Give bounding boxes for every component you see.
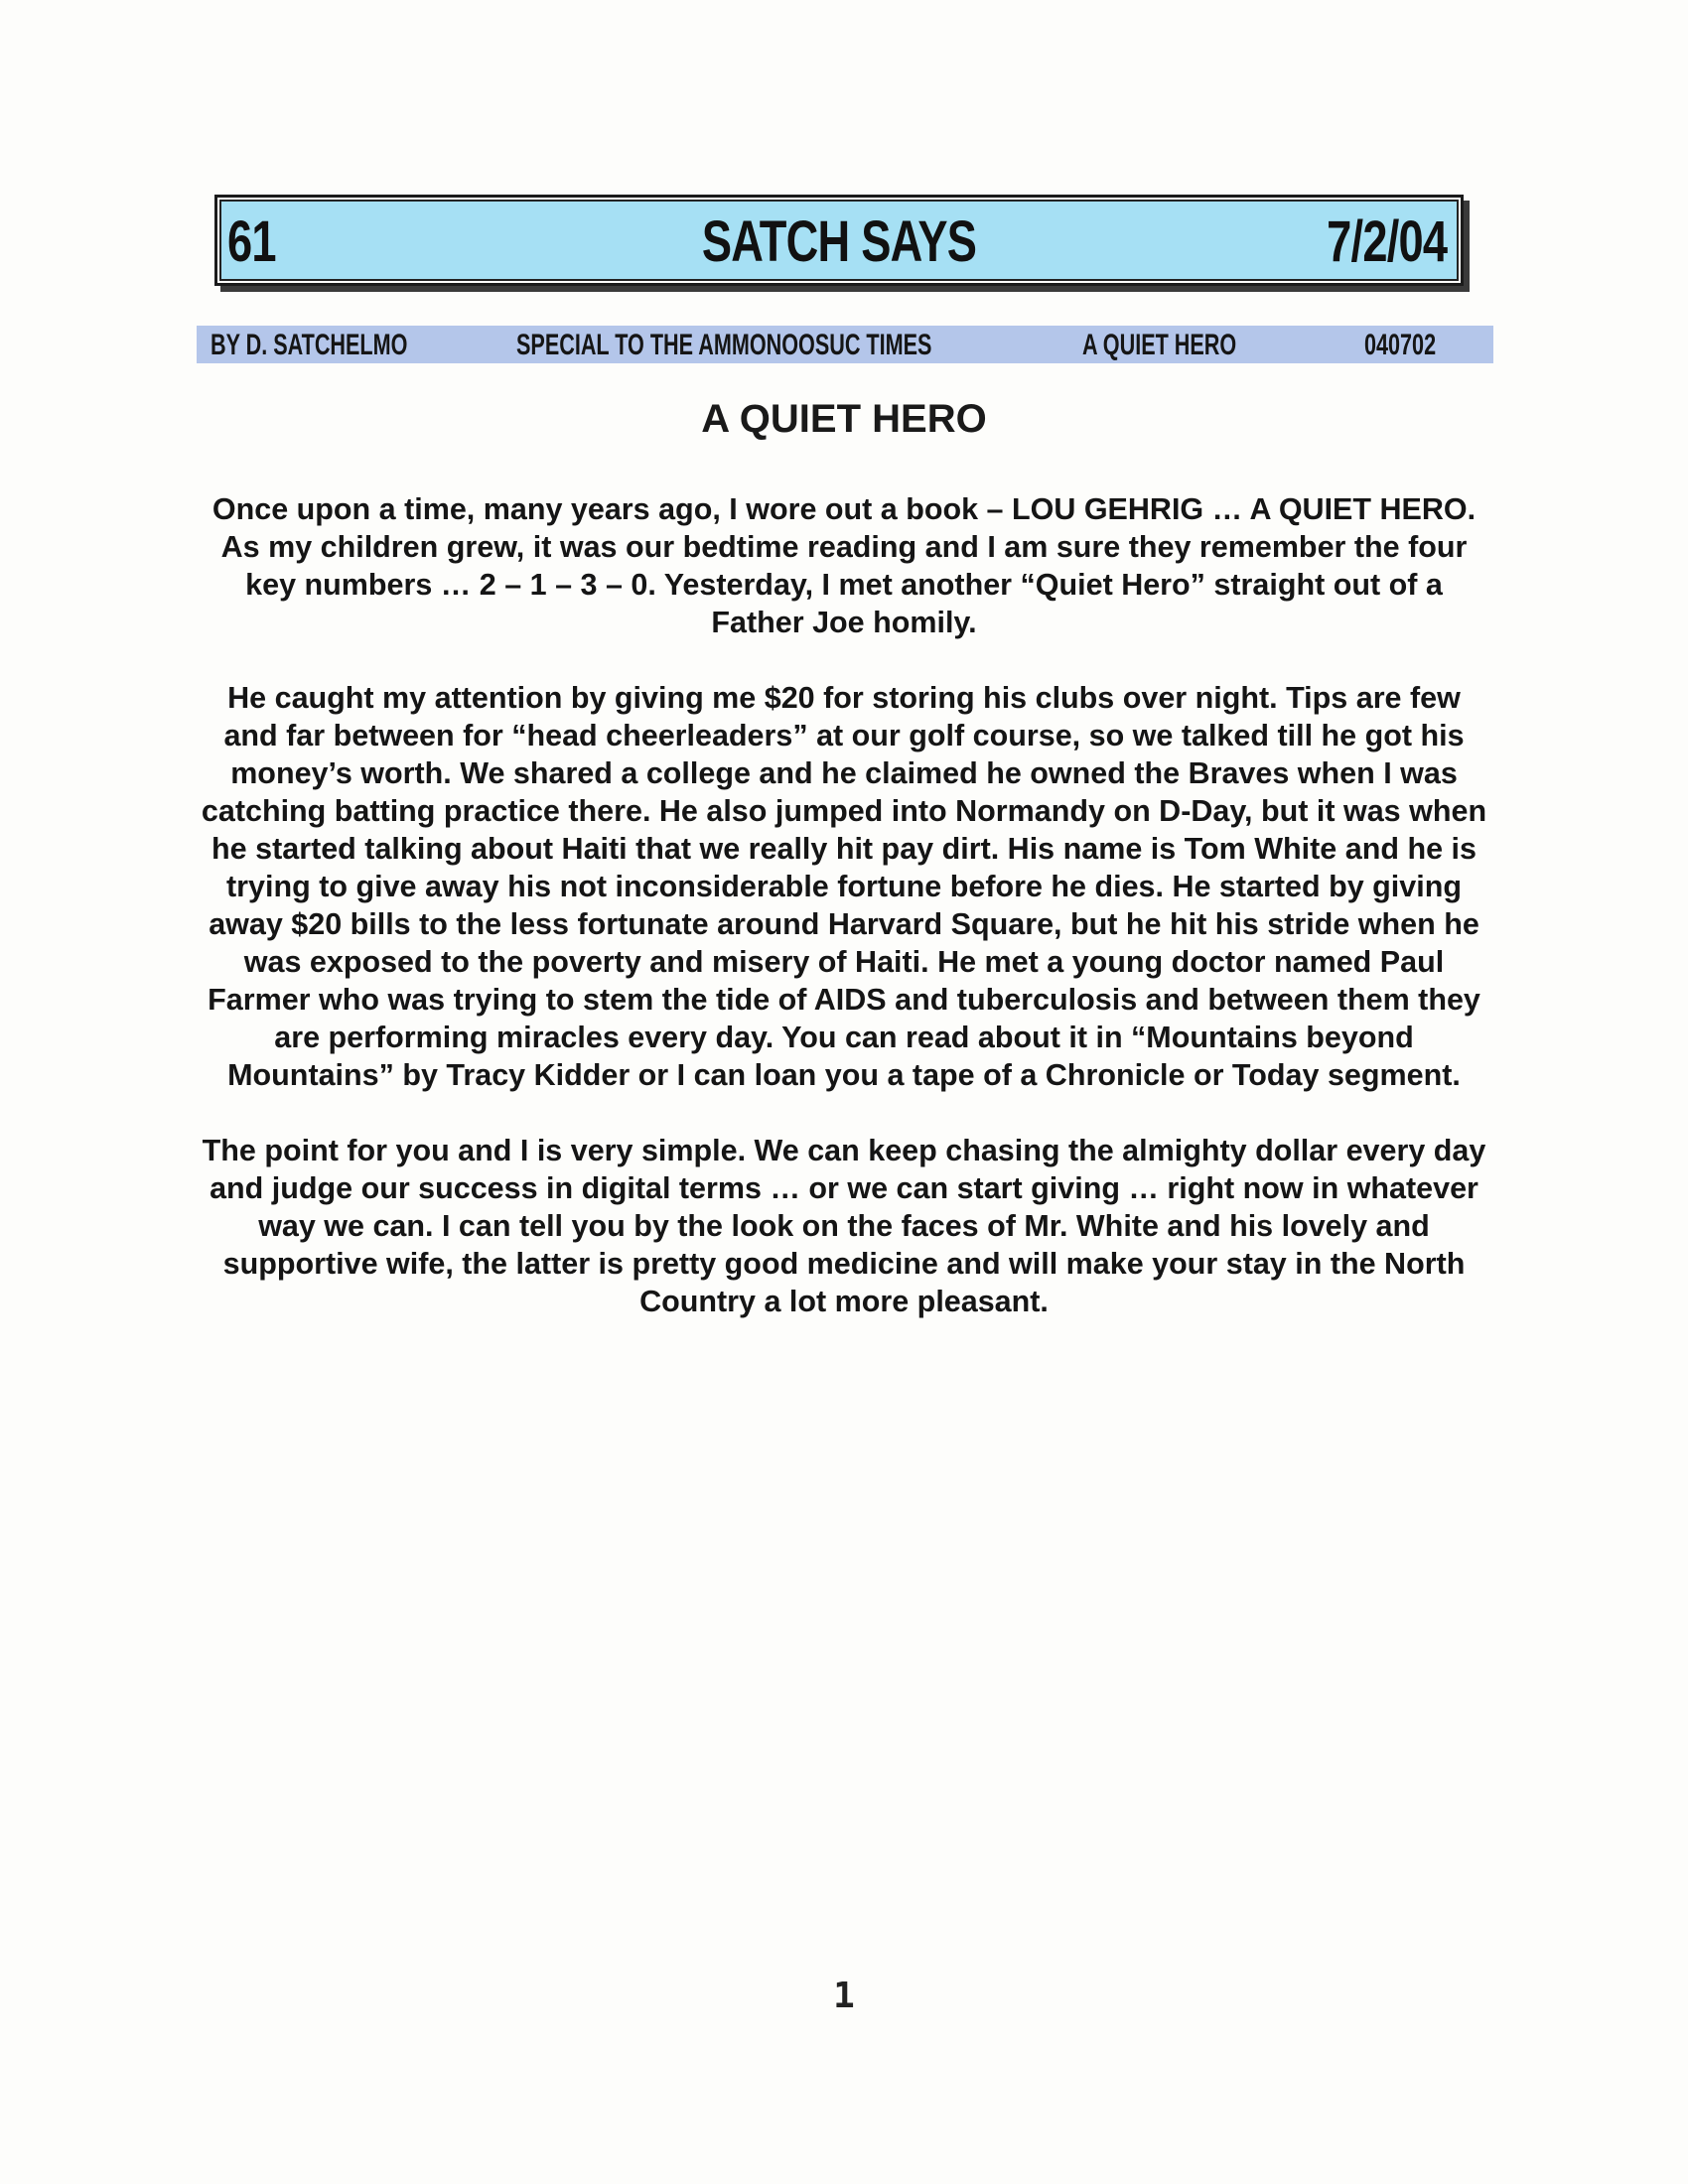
column-number: 61 [227, 209, 276, 274]
paragraph-2: He caught my attention by giving me $20 for storing his clubs over night. Tips are few and far between for “head cheerleaders” at our golf course, so we talked till he got his money’s worth. We shared a college and he claimed he owned the Braves when I was catching batting practice there. He also jumped into Normandy on D-Day, but it was when he started talking about Haiti that we really hit pay dirt. His name is Tom White and he is trying to give away his not inconsiderable fortune before he dies. He started by giving away $20 bills to the less fortunate around Harvard Square, but he hit his stride when he was exposed to the poverty and misery of Haiti. He met a young doctor named Paul Farmer who was trying to stem the tide of AIDS and tuberculosis and between them they are performing miracles every day. You can read about it in “Mountains beyond Mountains” by Tracy Kidder or I can loan you a tape of a Chronicle or Today segment. [201, 681, 1487, 1092]
byline-author: BY D. SATCHELMO [211, 329, 408, 361]
byline-publication: SPECIAL TO THE AMMONOOSUC TIMES [516, 329, 932, 361]
article-body [199, 490, 1489, 1358]
article-title: A QUIET HERO [701, 397, 987, 441]
byline-bar [197, 326, 1493, 363]
paragraph-3: The point for you and I is very simple. We can keep chasing the almighty dollar every day and judge our success in digital terms … or we can start giving … right now in whatever way we can. I can tell you by the look on the faces of Mr. White and his lovely and supportive wife, the latter is pretty good medicine and will make your stay in the North Country a lot more pleasant. [202, 1134, 1486, 1318]
paragraph-1: Once upon a time, many years ago, I wore out a book – LOU GEHRIG … A QUIET HERO. As my children grew, it was our bedtime reading and I am sure they remember the four key numbers … 2 – 1 – 3 – 0. Yesterday, I met another “Quiet Hero” straight out of a Father Joe homily. [211, 492, 1477, 639]
byline-topic: A QUIET HERO [1082, 329, 1237, 361]
byline-code: 040702 [1364, 329, 1437, 361]
page-number: 1 [833, 1976, 855, 2016]
column-title: SATCH SAYS [701, 209, 977, 274]
column-date: 7/2/04 [1326, 209, 1447, 274]
column-header-banner [214, 195, 1464, 286]
